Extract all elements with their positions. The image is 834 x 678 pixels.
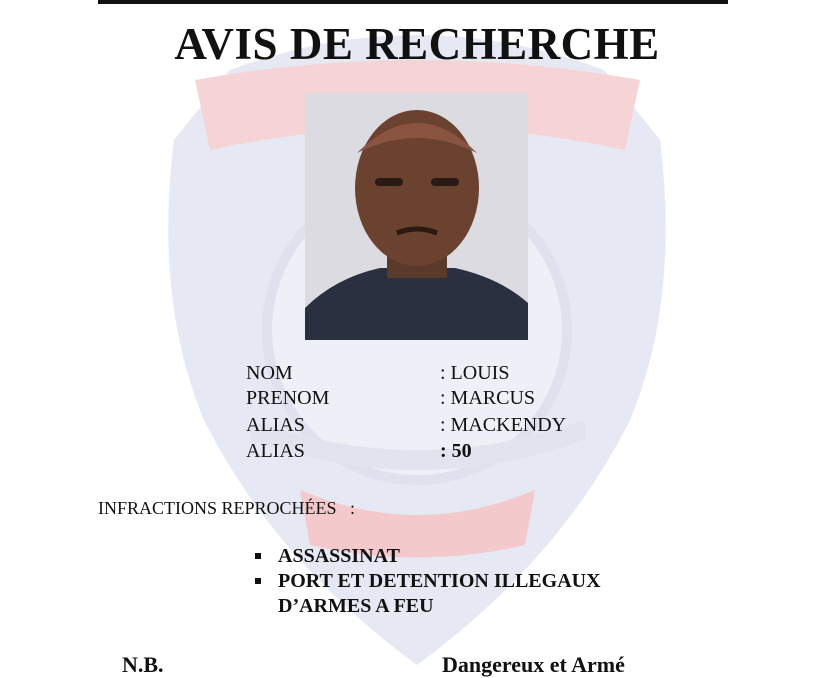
field-value: : LOUIS [440,362,510,384]
suspect-photo [305,93,528,340]
note-label: N.B. [122,652,164,677]
field-label: ALIAS [246,414,305,436]
field-value: : MARCUS [440,387,536,409]
field-label: ALIAS [246,440,305,462]
bullet-icon [255,578,261,584]
bullet-icon [255,553,261,559]
top-rule [98,0,728,4]
page-title: AVIS DE RECHERCHE [174,19,660,69]
field-value: : MACKENDY [440,414,567,436]
field-label: NOM [246,362,293,384]
field-value: : 50 [440,440,472,462]
danger-warning: Dangereux et Armé [442,652,625,677]
field-label: PRENOM [246,387,330,409]
infractions-heading: INFRACTIONS REPROCHÉES : [98,498,356,518]
